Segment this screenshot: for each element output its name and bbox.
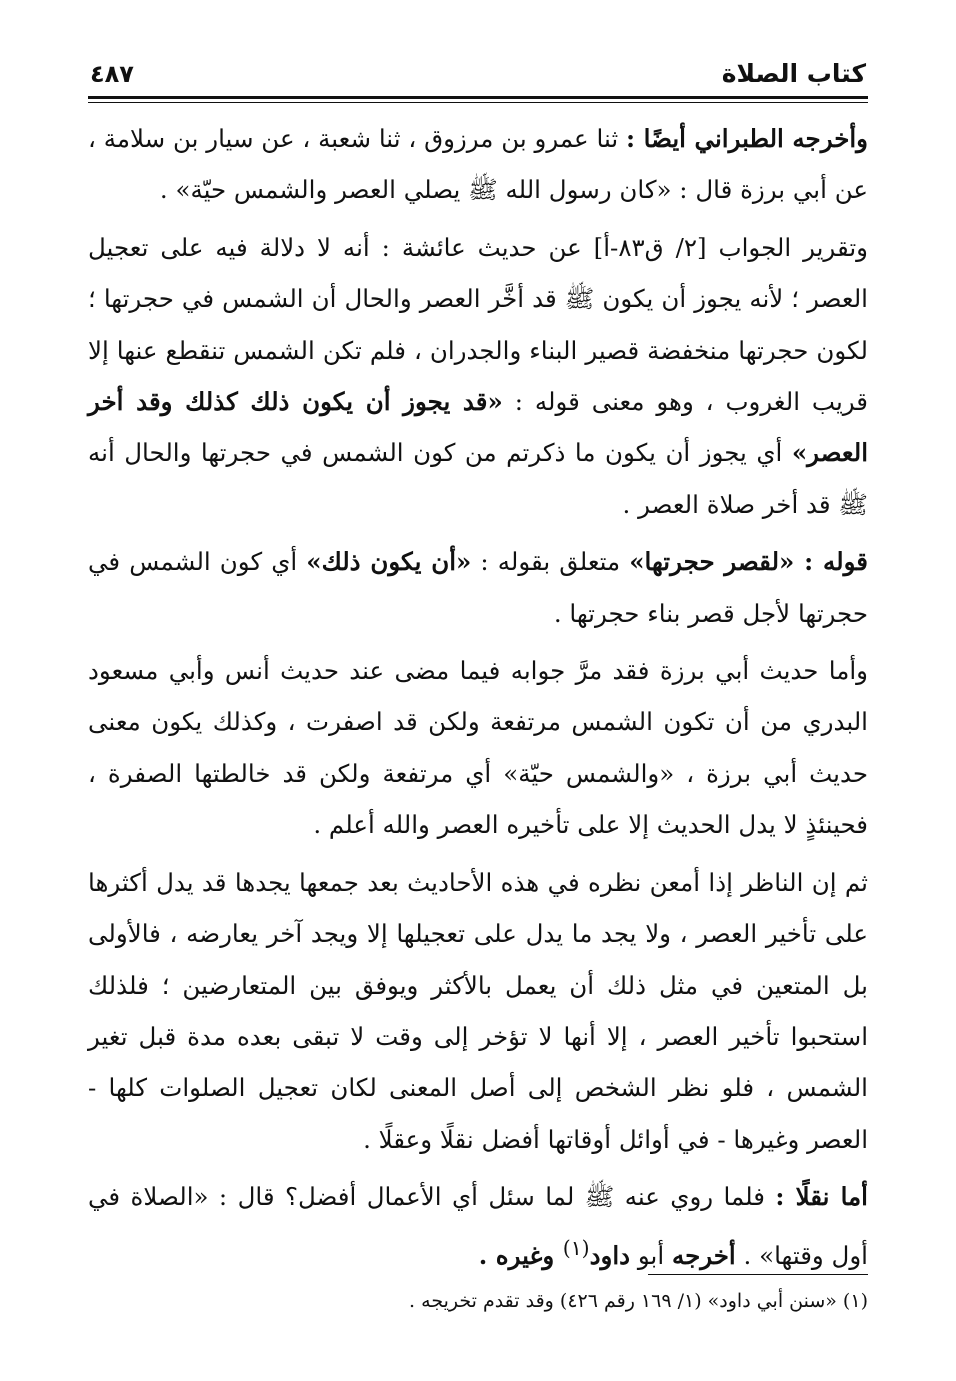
paragraph-6-bold-2: أخرجه — [671, 1240, 736, 1270]
paragraph-5 — [88, 857, 868, 1165]
footnote: (١) «سنن أبي داود» (١/ ١٦٩ رقم ٤٢٦) وقد تقدم تخريجه . — [409, 1290, 868, 1312]
paragraph-2-after: أي يجوز أن يكون ما ذكرتم من كون الشمس في حجرتها والحال أنه ﷺ قد أخر صلاة العصر . — [88, 438, 868, 519]
paragraph-4-text: وأما حديث أبي برزة فقد مرَّ جوابه فيما مضى عند حديث أنس وأبي مسعود البدري من أن تكون الشمس مرتفعة ولكن قد اصفرت ، وكذلك يكون معنى حديث أبي برزة ، «والشمس حيّة» أي مرتفعة ولكن قد خالطتها الصفرة ، فحينئذٍ لا يدل الحديث إلا على تأخيره العصر والله أعلم . — [88, 656, 868, 840]
header-rule-thick — [88, 96, 868, 99]
page-header — [88, 42, 868, 88]
paragraph-2 — [88, 222, 868, 530]
paragraph-2-before: وتقرير الجواب [٢/ ق٨٣-أ] عن حديث عائشة : أنه لا دلالة فيه على تعجيل العصر ؛ لأنه يجوز أن يكون ﷺ قد أخَّر العصر والحال أن الشمس في حجرتها ؛ لكون حجرتها منخفضة قصير البناء والجدران ، فلم تكن الشمس تنقطع عنها إلا قريب الغروب ، وهو معنى قوله : — [88, 232, 868, 417]
paragraph-6-text-2: أبو — [630, 1240, 672, 1270]
paragraph-4 — [88, 645, 868, 851]
paragraph-6-bold-1: أما نقلًا : — [775, 1182, 868, 1212]
paragraph-3-text-1: متعلق بقوله : — [471, 547, 630, 577]
paragraph-1-lead: وأخرجه الطبراني أيضًا : — [626, 124, 868, 153]
paragraph-6-bold-4: وغيره . — [478, 1240, 563, 1270]
page-number: ٤٨٧ — [90, 60, 134, 88]
header-rule-thin — [88, 102, 868, 103]
footnote-marker: (١) — [562, 1235, 590, 1260]
paragraph-6-bold-3: داود — [589, 1240, 631, 1270]
body-text — [88, 113, 868, 1281]
paragraph-3-bold-1: قوله : «لقصر حجرتها» — [629, 547, 868, 577]
chapter-title: كتاب الصلاة — [721, 59, 866, 88]
footnote-separator — [648, 1274, 868, 1275]
paragraph-2-bold: «قد يجوز أن يكون ذلك كذلك وقد أخر العصر» — [88, 387, 868, 468]
paragraph-1 — [88, 113, 868, 216]
paragraph-3-text-2: أي كون الشمس في حجرتها لأجل قصر بناء حجرتها . — [88, 547, 868, 628]
paragraph-6-text-1: فلما روي عنه ﷺ لما سئل أي الأعمال أفضل؟ قال : «الصلاة في أول وقتها» . — [88, 1182, 868, 1270]
paragraph-3-bold-2: «أن يكون ذلك» — [306, 547, 472, 577]
document-page — [88, 42, 868, 1342]
paragraph-6 — [88, 1171, 868, 1281]
paragraph-3 — [88, 536, 868, 639]
paragraph-5-text: ثم إن الناظر إذا أمعن نظره في هذه الأحاديث بعد جمعها يجدها قد يدل أكثرها على تأخير العصر ، ولا يجد ما يدل على تعجيلها إلا ويجد آخر يعارضه ، فالأولى بل المتعين في مثل ذلك أن يعمل بالأكثر ويوفق بين المتعارضين ؛ فلذلك استحبوا تأخير العصر ، إلا أنها لا تؤخر إلى وقت لا تبقى بعده مدة قبل تغير الشمس ، فلو نظر الشخص إلى أصل المعنى لكان تعجيل الصلوات كلها - العصر وغيرها - في أوائل أوقاتها أفضل نقلًا وعقلًا . — [88, 867, 868, 1154]
paragraph-1-text: ثنا عمرو بن مرزوق ، ثنا شعبة ، عن سيار بن سلامة ، عن أبي برزة قال : «كان رسول الله ﷺ يصلي العصر والشمس حيّة» . — [88, 124, 868, 205]
